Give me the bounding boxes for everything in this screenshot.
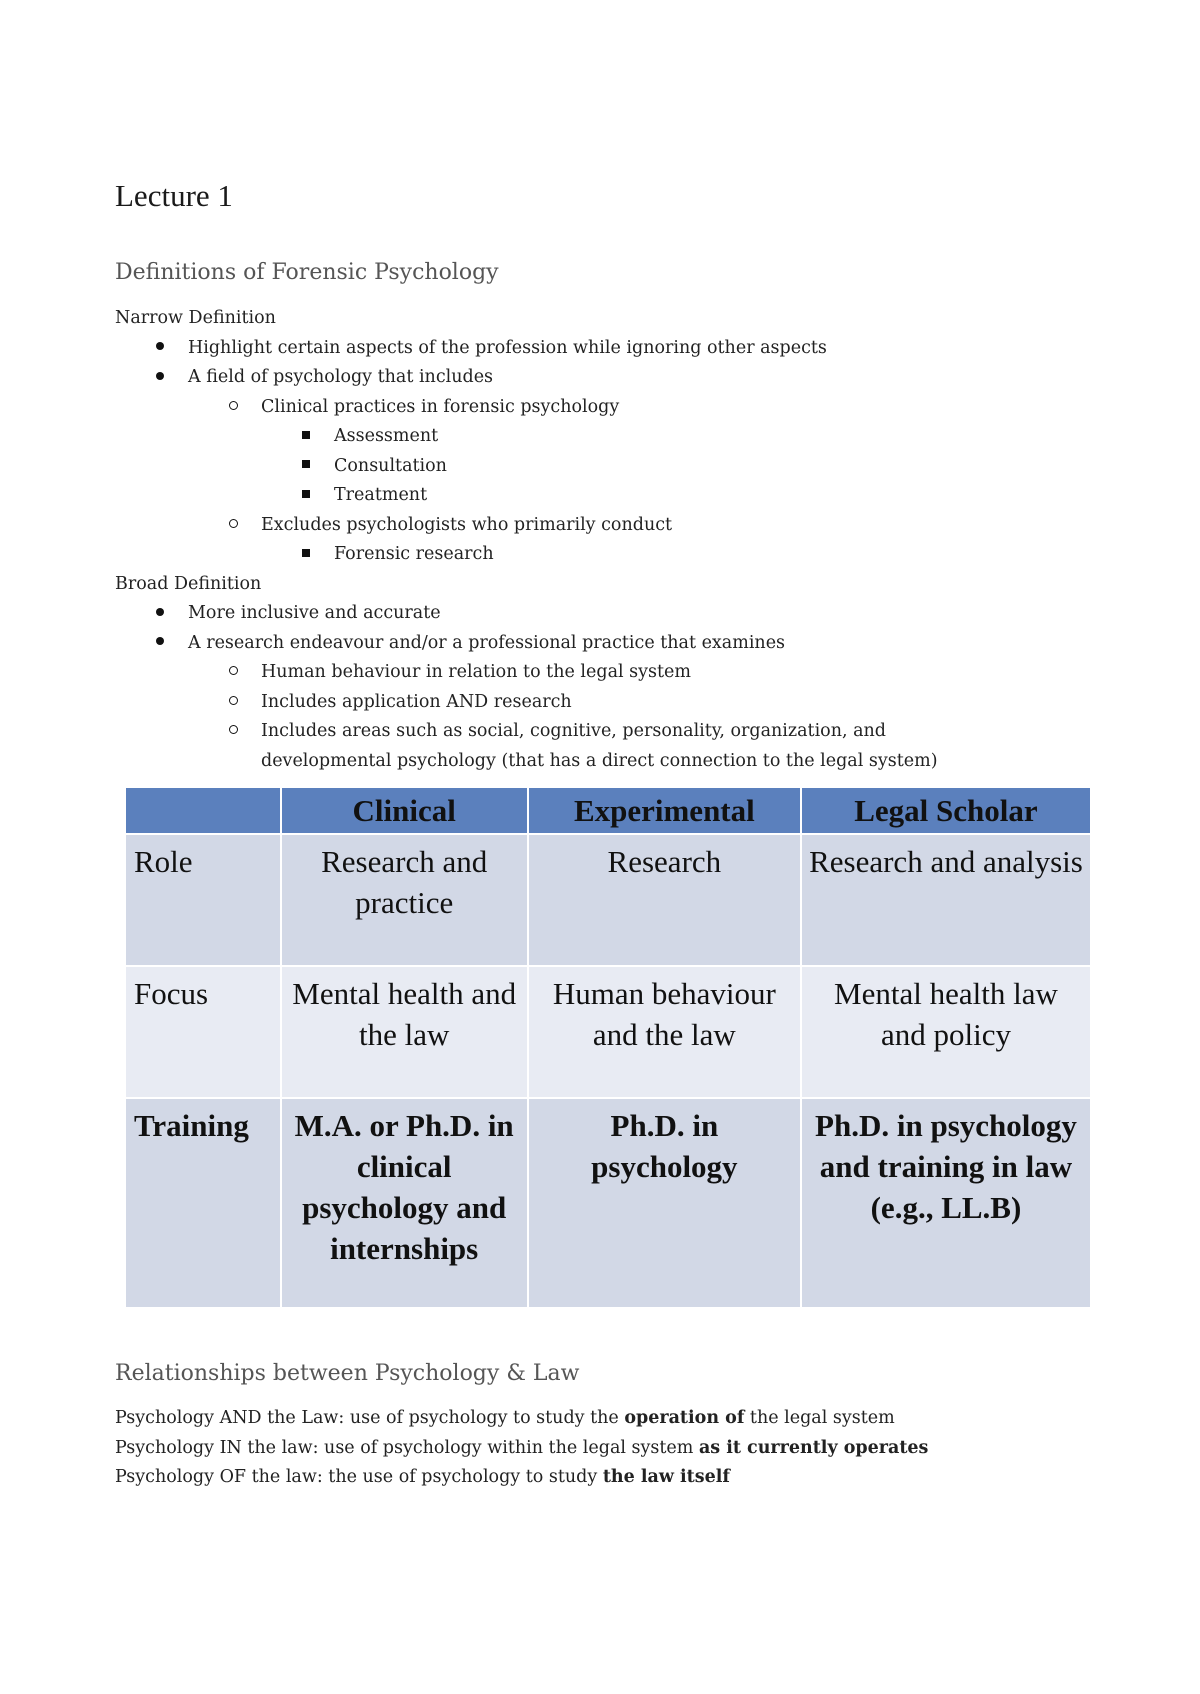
list-item-text: A research endeavour and/or a professional practice that examines: [188, 632, 786, 653]
list-item: [115, 363, 1095, 393]
table-cell: Mental health law and policy: [801, 966, 1091, 1098]
bullet-icon: [150, 363, 170, 393]
table-cell: Human behaviour and the law: [528, 966, 801, 1098]
section-heading-definitions: Definitions of Forensic Psychology: [115, 260, 499, 285]
list-item-text: Human behaviour in relation to the legal system: [261, 662, 691, 682]
table-cell: Ph.D. in psychology and training in law (e.g., LL.B): [801, 1098, 1091, 1308]
list-item-text: Includes areas such as social, cognitive, personality, organization, and developmental psychology (that has a direct connection to the legal system): [261, 721, 938, 771]
square-bullet-icon: [296, 452, 316, 482]
relationship-text: the legal system: [744, 1408, 895, 1428]
list-item-text: More inclusive and accurate: [188, 603, 441, 623]
list-item: [115, 540, 1095, 570]
bullet-icon: [150, 599, 170, 629]
excludes-items-list: [115, 540, 1095, 570]
list-item: [115, 629, 1095, 659]
section-heading-relationships: Relationships between Psychology & Law: [115, 1361, 580, 1386]
relationship-emphasis: as it currently operates: [698, 1437, 929, 1458]
list-item-text: Forensic research: [334, 544, 494, 564]
psychologist-roles-table: [124, 786, 1092, 1309]
list-item: [115, 688, 1095, 718]
list-item-text: Clinical practices in forensic psychology: [261, 396, 620, 417]
relationship-line: [115, 1404, 1095, 1434]
relationships-body: [115, 1404, 1095, 1493]
narrow-definition-label: Narrow Definition: [115, 308, 276, 328]
list-item: [115, 422, 1095, 452]
relationship-text: Psychology AND the Law: use of psychology to study the: [115, 1408, 625, 1428]
relationship-line: [115, 1463, 1095, 1493]
list-item: [115, 717, 1095, 776]
table-row: [125, 1098, 1091, 1308]
broad-definition-label: Broad Definition: [115, 573, 262, 594]
list-item-text: Treatment: [334, 485, 428, 505]
broad-sub-list: [115, 658, 1095, 776]
list-item: [115, 511, 1095, 541]
relationship-text: Psychology OF the law: the use of psychology to study: [115, 1467, 603, 1487]
bullet-icon: [150, 334, 170, 364]
table-row-label: Training: [125, 1098, 281, 1308]
hollow-bullet-icon: [223, 658, 243, 688]
square-bullet-icon: [296, 481, 316, 511]
list-item-text: Consultation: [334, 455, 447, 476]
table-row-label: Focus: [125, 966, 281, 1098]
table-header-cell: Experimental: [528, 787, 801, 834]
clinical-items-list: [115, 422, 1095, 511]
relationship-line: [115, 1434, 1095, 1464]
list-item-text: Assessment: [334, 426, 439, 446]
relationship-text: Psychology IN the law: use of psychology within the legal system: [115, 1437, 699, 1458]
list-item-text: A field of psychology that includes: [188, 367, 494, 387]
table-cell: Research: [528, 834, 801, 966]
narrow-sub-list: [115, 393, 1095, 423]
list-item-text: Highlight certain aspects of the profession while ignoring other aspects: [188, 337, 827, 358]
list-item: [115, 481, 1095, 511]
list-item-text: Excludes psychologists who primarily conduct: [261, 514, 673, 535]
table-cell: Mental health and the law: [281, 966, 528, 1098]
narrow-definition-list: [115, 334, 1095, 393]
relationship-emphasis: the law itself: [602, 1467, 730, 1487]
hollow-bullet-icon: [223, 717, 243, 747]
list-item: [115, 658, 1095, 688]
table-cell: Research and analysis: [801, 834, 1091, 966]
definitions-body: [115, 304, 1095, 776]
table-cell: M.A. or Ph.D. in clinical psychology and internships: [281, 1098, 528, 1308]
hollow-bullet-icon: [223, 511, 243, 541]
list-item: [115, 452, 1095, 482]
table-cell: Ph.D. in psychology: [528, 1098, 801, 1308]
relationship-emphasis: operation of: [624, 1408, 745, 1428]
table-header-row: [125, 787, 1091, 834]
broad-definition-list: [115, 599, 1095, 658]
list-item-text: Includes application AND research: [261, 691, 572, 712]
bullet-icon: [150, 629, 170, 659]
table-header-cell: [125, 787, 281, 834]
hollow-bullet-icon: [223, 393, 243, 423]
square-bullet-icon: [296, 540, 316, 570]
list-item: [115, 599, 1095, 629]
page-title: Lecture 1: [115, 178, 233, 213]
table-header-cell: Clinical: [281, 787, 528, 834]
table-row: [125, 966, 1091, 1098]
table-row-label: Role: [125, 834, 281, 966]
narrow-sub-list: [115, 511, 1095, 541]
list-item: [115, 334, 1095, 364]
square-bullet-icon: [296, 422, 316, 452]
table-row: [125, 834, 1091, 966]
list-item: [115, 393, 1095, 423]
table-header-cell: Legal Scholar: [801, 787, 1091, 834]
hollow-bullet-icon: [223, 688, 243, 718]
table-cell: Research and practice: [281, 834, 528, 966]
